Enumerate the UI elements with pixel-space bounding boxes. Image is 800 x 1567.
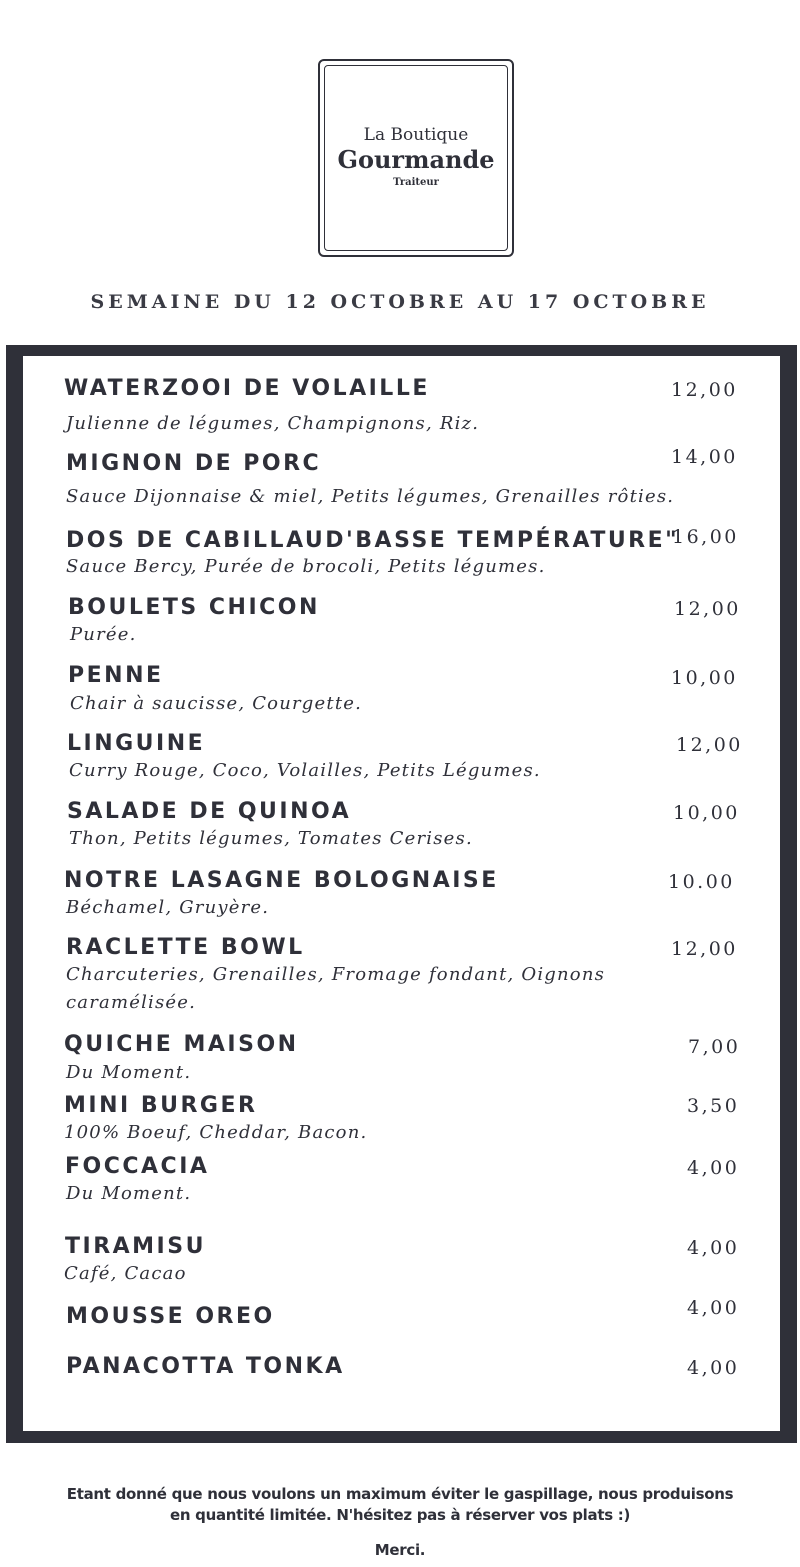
item-name: PANACOTTA TONKA (66, 1354, 345, 1379)
item-description: Julienne de légumes, Champignons, Riz. (66, 413, 480, 434)
item-name: MINI BURGER (64, 1093, 258, 1118)
item-name: NOTRE LASAGNE BOLOGNAISE (64, 868, 499, 893)
item-description: Sauce Dijonnaise & miel, Petits légumes, Grenailles rôties. (66, 486, 675, 507)
item-name: TIRAMISU (65, 1234, 206, 1259)
footer-note-line-2: en quantité limitée. N'hésitez pas à réserver vos plats :) (169, 1506, 631, 1524)
item-price: 4,00 (687, 1297, 740, 1319)
item-price: 12,00 (671, 938, 738, 960)
logo-line-la-boutique: La Boutique (363, 125, 469, 145)
item-description: Charcuteries, Grenailles, Fromage fondant, Oignons (66, 964, 606, 985)
footer-thanks: Merci. (374, 1541, 426, 1559)
item-description: Sauce Bercy, Purée de brocoli, Petits légumes. (66, 556, 546, 577)
item-description-line-2: caramélisée. (66, 992, 197, 1013)
menu-frame (6, 345, 797, 1443)
item-price: 4,00 (687, 1237, 740, 1259)
item-name: BOULETS CHICON (68, 595, 320, 620)
item-name: WATERZOOI DE VOLAILLE (64, 376, 430, 401)
item-price: 12,00 (671, 379, 738, 401)
item-price: 4,00 (687, 1357, 740, 1379)
item-name: SALADE DE QUINOA (67, 799, 352, 824)
logo (318, 59, 514, 257)
item-price: 4,00 (687, 1157, 740, 1179)
logo-line-traiteur: Traiteur (393, 177, 439, 188)
item-name: DOS DE CABILLAUD'BASSE TEMPÉRATURE" (66, 528, 680, 553)
item-name: FOCCACIA (65, 1154, 210, 1179)
item-description: Du Moment. (66, 1062, 192, 1083)
item-price: 14,00 (671, 446, 738, 468)
item-name: LINGUINE (67, 731, 206, 756)
item-description: Du Moment. (66, 1183, 192, 1204)
item-name: PENNE (68, 663, 164, 688)
item-name: QUICHE MAISON (64, 1032, 299, 1057)
footer-note-line-1: Etant donné que nous voulons un maximum éviter le gaspillage, nous produisons (66, 1485, 734, 1503)
item-description: Béchamel, Gruyère. (66, 897, 270, 918)
item-price: 12,00 (674, 598, 741, 620)
item-description: Curry Rouge, Coco, Volailles, Petits Légumes. (69, 760, 541, 781)
item-name: MOUSSE OREO (66, 1304, 275, 1329)
item-description: Chair à saucisse, Courgette. (70, 693, 363, 714)
week-title: SEMAINE DU 12 OCTOBRE AU 17 OCTOBRE (90, 291, 710, 313)
item-price: 3,50 (687, 1095, 740, 1117)
item-description: Café, Cacao (64, 1263, 187, 1284)
item-price: 12,00 (676, 734, 743, 756)
item-name: MIGNON DE PORC (66, 451, 322, 476)
item-price: 7,00 (688, 1036, 741, 1058)
item-name: RACLETTE BOWL (66, 935, 305, 960)
item-price: 10,00 (671, 667, 738, 689)
item-description: Thon, Petits légumes, Tomates Cerises. (69, 828, 473, 849)
menu-panel (23, 356, 780, 1431)
item-price: 10.00 (668, 871, 735, 893)
item-price: 16,00 (672, 526, 739, 548)
item-description: Purée. (70, 624, 137, 645)
item-description: 100% Boeuf, Cheddar, Bacon. (64, 1122, 368, 1143)
logo-line-gourmande: Gourmande (337, 145, 495, 174)
item-price: 10,00 (673, 802, 740, 824)
